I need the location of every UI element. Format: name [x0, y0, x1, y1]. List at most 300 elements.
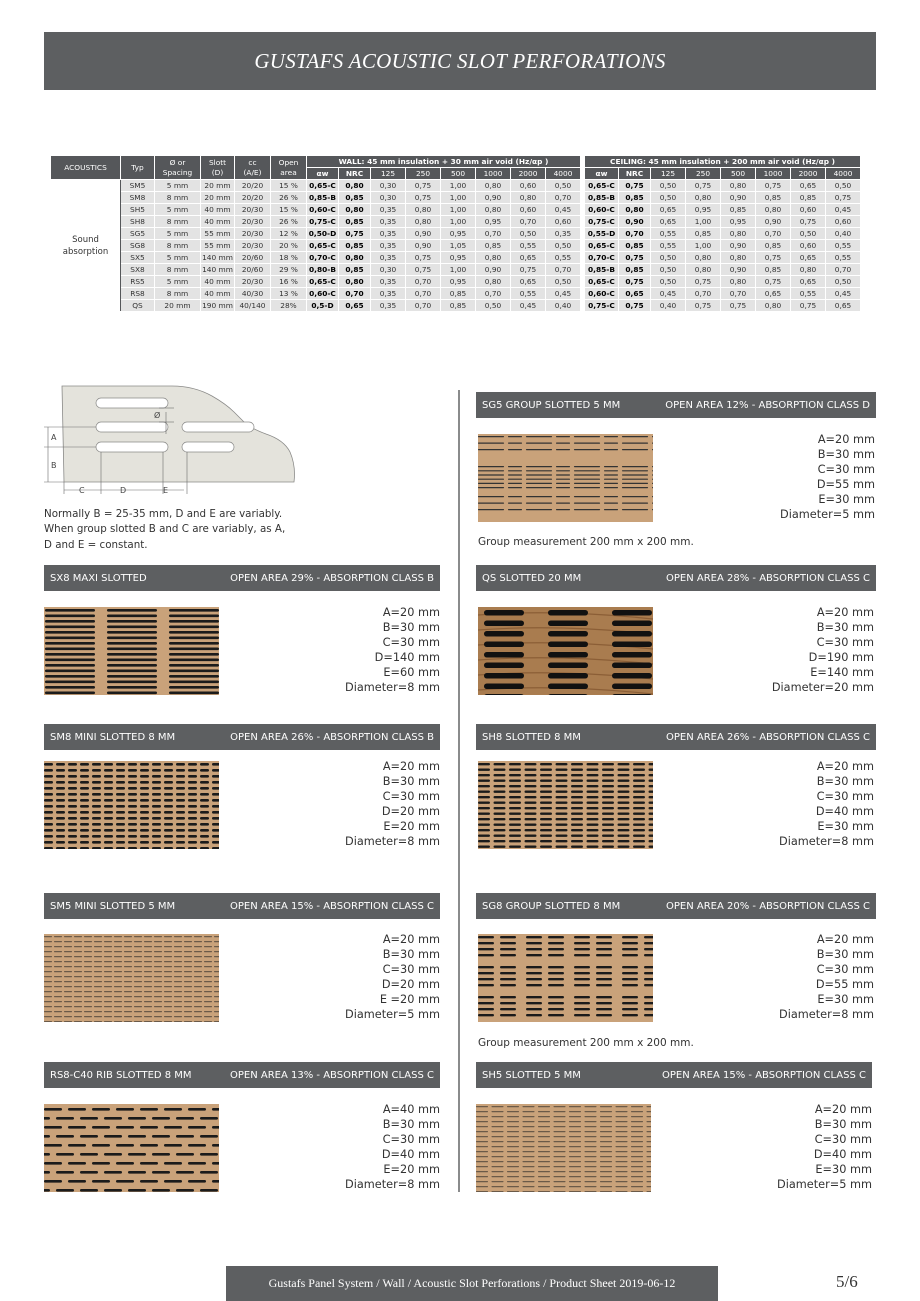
cell-wall-value: 0,80: [476, 276, 511, 288]
panel-specs-qs: [772, 606, 874, 695]
header-spacing: Ø or Spacing: [155, 156, 201, 180]
cell-ceil-value: 0,50: [651, 180, 686, 192]
cell-ceil-value: 0,85: [721, 204, 756, 216]
cell-wall-value: 0,60: [546, 216, 581, 228]
cell-typ: SX8: [121, 264, 155, 276]
cell-ceil-value: 0,75-C: [585, 300, 619, 312]
cell-wall-value: 0,80: [511, 192, 546, 204]
cell-ceil-value: 0,50: [826, 180, 861, 192]
header-wall: WALL: 45 mm insulation + 30 mm air void (Hz/αp ): [307, 156, 581, 168]
perforation-swatch-sm8: [44, 761, 219, 849]
cell-sl: 20 mm: [201, 180, 235, 192]
panel-name: SH8 SLOTTED 8 MM: [482, 731, 581, 743]
panel-open-area: OPEN AREA 15% - ABSORPTION CLASS C: [230, 900, 434, 912]
spec-line: C=30 mm: [816, 962, 874, 976]
cell-ceil-value: 0,55-D: [585, 228, 619, 240]
panel-open-area: OPEN AREA 26% - ABSORPTION CLASS B: [230, 731, 434, 743]
cell-sl: 40 mm: [201, 288, 235, 300]
cell-wall-value: 0,70-C: [307, 252, 339, 264]
cell-wall-value: 0,70: [546, 264, 581, 276]
wall-subheader: 125: [371, 168, 406, 180]
cell-sl: 55 mm: [201, 240, 235, 252]
cell-wall-value: 0,80: [406, 204, 441, 216]
cell-wall-value: 0,60-C: [307, 288, 339, 300]
spec-line: E=30 mm: [817, 819, 874, 833]
perforation-swatch-sg5: [478, 434, 653, 522]
cell-ceil-value: 0,85: [756, 240, 791, 252]
cell-cc: 20/20: [235, 192, 271, 204]
cell-typ: SX5: [121, 252, 155, 264]
spec-line: A=40 mm: [382, 1103, 440, 1116]
spec-line: E=20 mm: [383, 1162, 440, 1176]
cell-typ: SG8: [121, 240, 155, 252]
cell-typ: QS: [121, 300, 155, 312]
cell-ceil-value: 0,55: [791, 288, 826, 300]
cell-ceil-value: 0,45: [826, 204, 861, 216]
panel-name: RS8-C40 RIB SLOTTED 8 MM: [50, 1069, 192, 1081]
cell-ceil-value: 0,80: [721, 252, 756, 264]
cell-sp: 8 mm: [155, 264, 201, 276]
cell-wall-value: 1,05: [441, 240, 476, 252]
cell-typ: SH5: [121, 204, 155, 216]
panel-header-sm8: [44, 724, 440, 750]
ceiling-subheader: 250: [686, 168, 721, 180]
cell-ceil-value: 1,00: [686, 216, 721, 228]
cell-sp: 8 mm: [155, 240, 201, 252]
cell-wall-value: 0,50: [546, 240, 581, 252]
cell-wall-value: 1,00: [441, 204, 476, 216]
cell-ceil-value: 0,85: [756, 192, 791, 204]
cell-wall-value: 0,85: [441, 300, 476, 312]
cell-ceil-value: 0,85: [619, 264, 651, 276]
panel-header-sm5: [44, 893, 440, 919]
panel-open-area: OPEN AREA 26% - ABSORPTION CLASS C: [666, 731, 870, 743]
page-title: GUSTAFS ACOUSTIC SLOT PERFORATIONS: [254, 48, 666, 73]
cell-wall-value: 0,75: [406, 192, 441, 204]
cell-sp: 8 mm: [155, 288, 201, 300]
header-ceiling: CEILING: 45 mm insulation + 200 mm air void (Hz/αp ): [585, 156, 861, 168]
wall-subheader: αw: [307, 168, 339, 180]
cell-ceil-value: 0,80: [721, 180, 756, 192]
cell-wall-value: 0,30: [371, 192, 406, 204]
panel-specs-sm8: [345, 760, 440, 849]
spec-line: A=20 mm: [816, 606, 874, 619]
cell-wall-value: 0,65: [511, 252, 546, 264]
cell-sp: 5 mm: [155, 276, 201, 288]
cell-cc: 20/30: [235, 216, 271, 228]
cell-sl: 40 mm: [201, 204, 235, 216]
ceiling-subheader: αw: [585, 168, 619, 180]
table-row: [51, 276, 861, 288]
cell-ceil-value: 0,75: [686, 180, 721, 192]
cell-wall-value: 0,65-C: [307, 240, 339, 252]
spec-line: B=30 mm: [816, 620, 874, 634]
cell-wall-value: 0,35: [371, 276, 406, 288]
spec-line: C=30 mm: [817, 462, 875, 476]
cell-wall-value: 0,90: [476, 192, 511, 204]
cell-wall-value: 0,80: [476, 180, 511, 192]
cell-ceil-value: 0,80: [756, 204, 791, 216]
spec-line: D=55 mm: [815, 977, 874, 991]
spec-line: D=55 mm: [816, 477, 875, 491]
table-row: [51, 264, 861, 276]
cell-wall-value: 0,70: [476, 228, 511, 240]
cell-wall-value: 0,70: [476, 288, 511, 300]
panel-open-area: OPEN AREA 29% - ABSORPTION CLASS B: [230, 572, 434, 584]
cell-ceil-value: 0,65: [619, 288, 651, 300]
title-bar: [44, 32, 876, 90]
cell-ceil-value: 0,40: [826, 228, 861, 240]
cell-ceil-value: 0,45: [826, 288, 861, 300]
spec-line: D=40 mm: [813, 1147, 872, 1161]
perforation-swatch-sg8: [478, 934, 653, 1022]
spec-line: A=20 mm: [382, 933, 440, 946]
cell-wall-value: 0,80: [339, 276, 371, 288]
spec-line: Diameter=5 mm: [777, 1177, 872, 1191]
cell-ceil-value: 0,75: [791, 216, 826, 228]
cell-ceil-value: 0,50: [651, 252, 686, 264]
panel-header-sh5: [476, 1062, 872, 1088]
spec-line: E=60 mm: [383, 665, 440, 679]
cell-wall-value: 0,65-C: [307, 180, 339, 192]
cell-wall-value: 0,90: [476, 264, 511, 276]
cell-ceil-value: 0,45: [651, 288, 686, 300]
cell-typ: SH8: [121, 216, 155, 228]
panel-specs-sm5: [345, 933, 440, 1022]
cell-cc: 20/30: [235, 228, 271, 240]
diagram-note: Normally B = 25-35 mm, D and E are variably. When group slotted B and C are variably, as A, D and E = constant.: [44, 508, 286, 551]
ceiling-subheader: 500: [721, 168, 756, 180]
cell-wall-value: 0,40: [546, 300, 581, 312]
cell-wall-value: 0,95: [441, 228, 476, 240]
cell-cc: 20/60: [235, 252, 271, 264]
label-d: D: [120, 486, 127, 495]
cell-ceil-value: 0,65-C: [585, 180, 619, 192]
cell-ceil-value: 0,80: [619, 204, 651, 216]
cell-wall-value: 0,50: [546, 276, 581, 288]
cell-sl: 20 mm: [201, 192, 235, 204]
header-typ: Typ: [121, 156, 155, 180]
cell-cc: 20/20: [235, 180, 271, 192]
label-b: B: [51, 461, 57, 470]
cell-oa: 12 %: [271, 228, 307, 240]
cell-typ: RS8: [121, 288, 155, 300]
cell-wall-value: 0,45: [546, 288, 581, 300]
cell-wall-value: 0,70: [339, 288, 371, 300]
spec-line: D=140 mm: [374, 650, 440, 664]
cell-wall-value: 0,35: [546, 228, 581, 240]
cell-ceil-value: 0,75: [686, 276, 721, 288]
cell-wall-value: 0,70: [546, 192, 581, 204]
cell-ceil-value: 0,65: [756, 288, 791, 300]
slot-dimension-diagram: [44, 382, 304, 497]
panel-open-area: OPEN AREA 13% - ABSORPTION CLASS C: [230, 1069, 434, 1081]
row-label-sound-absorption: Sound absorption: [51, 180, 121, 312]
spec-line: Diameter=5 mm: [345, 1007, 440, 1021]
spec-line: C=30 mm: [816, 635, 874, 649]
panel-name: SH5 SLOTTED 5 MM: [482, 1069, 581, 1081]
cell-wall-value: 0,85: [476, 240, 511, 252]
spec-line: B=30 mm: [382, 774, 440, 788]
cell-ceil-value: 0,85-B: [585, 192, 619, 204]
cell-sp: 8 mm: [155, 216, 201, 228]
spec-line: A=20 mm: [817, 433, 875, 446]
wall-subheader: 4000: [546, 168, 581, 180]
spec-line: E=140 mm: [810, 665, 874, 679]
table-row: [51, 228, 861, 240]
cell-wall-value: 0,85: [339, 192, 371, 204]
spec-line: Diameter=8 mm: [345, 680, 440, 694]
cell-oa: 15 %: [271, 180, 307, 192]
ceiling-subheader: NRC: [619, 168, 651, 180]
panel-specs-sg8: [779, 933, 874, 1022]
cell-sl: 140 mm: [202, 264, 233, 274]
cell-wall-value: 0,75-C: [307, 216, 339, 228]
cell-wall-value: 0,85-B: [307, 192, 339, 204]
spec-line: E=20 mm: [383, 819, 440, 833]
cell-ceil-value: 0,80: [686, 264, 721, 276]
spec-line: C=30 mm: [382, 789, 440, 803]
perforation-swatch-sm5: [44, 934, 219, 1022]
cell-ceil-value: 0,75: [619, 300, 651, 312]
cell-oa: 13 %: [271, 288, 307, 300]
cell-ceil-value: 0,60: [791, 204, 826, 216]
spec-line: Diameter=8 mm: [345, 834, 440, 848]
cell-cc: 20/60: [235, 264, 271, 276]
cell-ceil-value: 0,60-C: [585, 288, 619, 300]
cell-ceil-value: 1,00: [686, 240, 721, 252]
cell-ceil-value: 0,90: [721, 192, 756, 204]
footer-bar: [226, 1266, 718, 1301]
cell-ceil-value: 0,50: [651, 276, 686, 288]
spec-line: D=20 mm: [381, 977, 440, 991]
wall-subheader: 2000: [511, 168, 546, 180]
cell-typ: SM5: [121, 180, 155, 192]
cell-ceil-value: 0,85-B: [585, 264, 619, 276]
spec-line: D=20 mm: [381, 804, 440, 818]
acoustics-table: [50, 155, 861, 312]
cell-ceil-value: 0,65: [651, 204, 686, 216]
cell-wall-value: 0,80: [476, 204, 511, 216]
cell-sp: 5 mm: [155, 204, 201, 216]
cell-wall-value: 0,45: [511, 300, 546, 312]
table-row: [51, 300, 861, 312]
cell-sp: 5 mm: [155, 252, 201, 264]
page-number: 5/6: [836, 1272, 858, 1291]
cell-sl: 40 mm: [201, 276, 235, 288]
cell-wall-value: 0,35: [371, 300, 406, 312]
panel-specs-sg5: [780, 433, 875, 522]
label-e: E: [163, 486, 169, 495]
perforation-swatch-qs: [478, 607, 653, 695]
wall-subheader: NRC: [339, 168, 371, 180]
cell-ceil-value: 0,80: [791, 264, 826, 276]
cell-wall-value: 0,75: [406, 264, 441, 276]
cell-sl: 140 mm: [202, 252, 233, 262]
group-measurement-note: Group measurement 200 mm x 200 mm.: [478, 1037, 694, 1049]
ceiling-subheader: 1000: [756, 168, 791, 180]
cell-ceil-value: 0,95: [686, 204, 721, 216]
cell-sl: 190 mm: [202, 300, 233, 310]
cell-ceil-value: 0,70: [756, 228, 791, 240]
panel-name: SX8 MAXI SLOTTED: [50, 572, 147, 584]
perforation-swatch-sx8: [44, 607, 219, 695]
cell-oa: 26 %: [271, 192, 307, 204]
spec-line: Diameter=8 mm: [779, 834, 874, 848]
cell-ceil-value: 0,60: [826, 216, 861, 228]
wall-subheader: 1000: [476, 168, 511, 180]
cell-oa: 28%: [271, 300, 307, 312]
label-a: A: [51, 433, 57, 442]
cell-ceil-value: 0,40: [651, 300, 686, 312]
cell-ceil-value: 0,85: [791, 192, 826, 204]
cell-ceil-value: 0,70: [619, 228, 651, 240]
cell-ceil-value: 0,75: [756, 180, 791, 192]
table-row: [51, 192, 861, 204]
table-row: [51, 240, 861, 252]
cell-wall-value: 0,50: [546, 180, 581, 192]
panel-name: SG8 GROUP SLOTTED 8 MM: [482, 900, 621, 912]
panel-open-area: OPEN AREA 28% - ABSORPTION CLASS C: [666, 572, 870, 584]
header-open-area: Open area: [271, 156, 307, 180]
spec-line: B=30 mm: [816, 774, 874, 788]
panel-header-sg8: [476, 893, 876, 919]
panel-header-qs: [476, 565, 876, 591]
table-row: [51, 180, 861, 192]
cell-ceil-value: 0,55: [651, 240, 686, 252]
cell-wall-value: 1,00: [441, 216, 476, 228]
cell-ceil-value: 0,65-C: [585, 276, 619, 288]
spec-line: C=30 mm: [814, 1132, 872, 1146]
cell-wall-value: 0,75: [406, 252, 441, 264]
label-diameter: Ø: [154, 411, 161, 420]
cell-ceil-value: 0,70: [721, 288, 756, 300]
cell-ceil-value: 0,55: [651, 228, 686, 240]
spec-line: C=30 mm: [382, 962, 440, 976]
cell-ceil-value: 0,65: [651, 216, 686, 228]
cell-sl: 40 mm: [201, 216, 235, 228]
cell-ceil-value: 0,65: [826, 300, 861, 312]
cell-wall-value: 0,70: [406, 300, 441, 312]
cell-wall-value: 0,80: [339, 180, 371, 192]
cell-wall-value: 0,80: [339, 204, 371, 216]
cell-ceil-value: 0,50: [651, 264, 686, 276]
table-row: [51, 288, 861, 300]
ceiling-subheader: 4000: [826, 168, 861, 180]
cell-ceil-value: 0,55: [826, 240, 861, 252]
footer-text: Gustafs Panel System / Wall / Acoustic Slot Perforations / Product Sheet 2019-06-12: [268, 1276, 676, 1290]
label-c: C: [79, 486, 85, 495]
cell-wall-value: 1,00: [441, 180, 476, 192]
cell-wall-value: 0,60: [511, 204, 546, 216]
cell-wall-value: 0,90: [406, 240, 441, 252]
cell-ceil-value: 0,90: [721, 264, 756, 276]
cell-wall-value: 0,75: [511, 264, 546, 276]
cell-wall-value: 0,5-D: [307, 300, 339, 312]
cell-wall-value: 0,35: [371, 228, 406, 240]
cell-wall-value: 0,80: [339, 252, 371, 264]
cell-wall-value: 0,35: [371, 204, 406, 216]
perforation-swatch-sh5: [476, 1104, 651, 1192]
cell-oa: 20 %: [271, 240, 307, 252]
cell-typ: SM8: [121, 192, 155, 204]
cell-ceil-value: 0,70: [686, 288, 721, 300]
spec-line: D=40 mm: [381, 1147, 440, 1161]
wall-subheader: 250: [406, 168, 441, 180]
spec-line: B=30 mm: [382, 620, 440, 634]
spec-line: C=30 mm: [382, 635, 440, 649]
cell-wall-value: 0,70: [406, 288, 441, 300]
panel-open-area: OPEN AREA 12% - ABSORPTION CLASS D: [665, 399, 870, 411]
cell-ceil-value: 0,65: [791, 276, 826, 288]
cell-wall-value: 0,85: [339, 264, 371, 276]
cell-cc: 20/30: [235, 276, 271, 288]
panel-name: SM8 MINI SLOTTED 8 MM: [50, 731, 176, 743]
cell-wall-value: 0,95: [476, 216, 511, 228]
cell-wall-value: 0,75: [339, 228, 371, 240]
cell-wall-value: 0,80: [406, 216, 441, 228]
cell-oa: 26 %: [271, 216, 307, 228]
cell-ceil-value: 0,80: [721, 228, 756, 240]
cell-ceil-value: 0,65: [791, 180, 826, 192]
header-cc: cc (A/E): [235, 156, 271, 180]
cell-ceil-value: 0,85: [619, 240, 651, 252]
cell-wall-value: 0,35: [371, 288, 406, 300]
panel-specs-sh5: [777, 1103, 872, 1192]
cell-ceil-value: 0,75: [619, 252, 651, 264]
cell-wall-value: 0,50: [511, 228, 546, 240]
panel-specs-sx8: [345, 606, 440, 695]
cell-ceil-value: 0,75: [619, 276, 651, 288]
cell-ceil-value: 0,50: [791, 228, 826, 240]
panel-name: QS SLOTTED 20 MM: [482, 572, 582, 584]
cell-ceil-value: 0,55: [826, 252, 861, 264]
cell-ceil-value: 0,75: [756, 252, 791, 264]
panel-name: SM5 MINI SLOTTED 5 MM: [50, 900, 176, 912]
panel-specs-rs8: [345, 1103, 440, 1192]
table-row: [51, 216, 861, 228]
cell-ceil-value: 0,75: [791, 300, 826, 312]
cell-sp: 20 mm: [155, 300, 201, 312]
spec-line: B=30 mm: [814, 1117, 872, 1131]
spec-line: Diameter=20 mm: [771, 680, 874, 694]
cell-cc: 20/30: [235, 240, 271, 252]
panel-header-rs8: [44, 1062, 440, 1088]
panel-header-sx8: [44, 565, 440, 591]
spec-line: C=30 mm: [816, 789, 874, 803]
column-divider: [458, 390, 460, 1192]
panel-specs-sh8: [779, 760, 874, 849]
cell-ceil-value: 0,75: [721, 300, 756, 312]
spec-line: Diameter=8 mm: [345, 1177, 440, 1191]
cell-ceil-value: 0,80: [756, 300, 791, 312]
cell-typ: SG5: [121, 228, 155, 240]
spec-line: B=30 mm: [382, 947, 440, 961]
cell-ceil-value: 0,70-C: [585, 252, 619, 264]
panel-open-area: OPEN AREA 20% - ABSORPTION CLASS C: [666, 900, 870, 912]
spec-line: D=190 mm: [808, 650, 874, 664]
cell-wall-value: 0,65-C: [307, 276, 339, 288]
cell-wall-value: 0,55: [511, 240, 546, 252]
wall-subheader: 500: [441, 168, 476, 180]
panel-open-area: OPEN AREA 15% - ABSORPTION CLASS C: [662, 1069, 866, 1081]
cell-wall-value: 0,65: [511, 276, 546, 288]
cell-wall-value: 0,90: [406, 228, 441, 240]
cell-wall-value: 0,85: [441, 288, 476, 300]
spec-line: A=20 mm: [814, 1103, 872, 1116]
cell-ceil-value: 0,50: [826, 276, 861, 288]
cell-ceil-value: 0,70: [826, 264, 861, 276]
